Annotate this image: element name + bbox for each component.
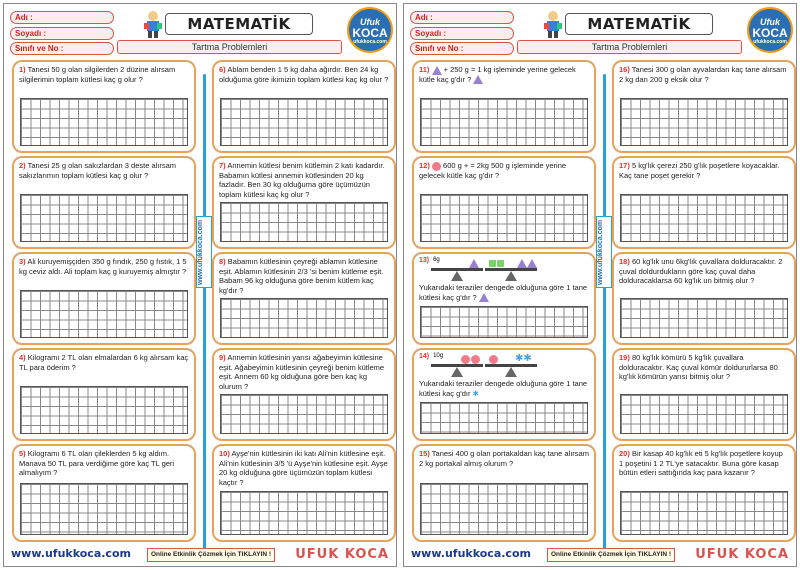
footer	[407, 547, 793, 563]
question-card	[412, 252, 596, 345]
question-number: 6)	[219, 65, 226, 74]
question-text: Ali kuruyemişçiden 350 g fındık, 250 g fıstık, 1 5 kg ceviz aldı. Ali toplam kaç g kuruyemiş almıştır ?	[19, 257, 187, 276]
question-number: 1)	[19, 65, 26, 74]
name-field[interactable]: Adı :	[10, 11, 114, 24]
class-number-field[interactable]: Sınıfı ve No :	[410, 42, 514, 55]
logo-text-2: KOCA	[752, 26, 788, 40]
brand-logo[interactable]	[747, 7, 793, 53]
brand-name[interactable]: UFUK KOCA	[295, 547, 389, 562]
balance-scale-icon	[431, 257, 483, 283]
question-card	[212, 60, 396, 153]
question-text: Tanesi 400 g olan portakaldan kaç tane alırsam 2 kg portakal almış olurum ?	[419, 449, 589, 468]
scale-weight-label: 6g	[433, 257, 440, 263]
question-number: 18)	[619, 257, 630, 266]
question-text: Tanesi 50 g olan silgilerden 2 düzine alırsam silgilerimin toplam kütlesi kaç g olur ?	[19, 65, 176, 84]
column-divider	[203, 74, 206, 552]
worksheet-page-1	[3, 3, 397, 567]
question-card	[12, 252, 196, 345]
online-activity-button[interactable]: Online Etkinlik Çözmek İçin TIKLAYIN !	[547, 548, 675, 562]
answer-grid[interactable]	[20, 290, 188, 338]
question-text: Annemin kütlesi benim kütlemin 2 katı kadardır. Babamın kütlesi annemin kütlesinden 20 kg fazladır. Ben 30 kg olduğuma göre üçümüzün toplam kütlesi kaç kg olur ?	[219, 161, 385, 199]
answer-grid[interactable]	[620, 98, 788, 146]
balance-scale-icon	[431, 353, 483, 379]
side-url-label[interactable]: www.ufukkoca.com	[596, 216, 612, 288]
question-number: 9)	[219, 353, 226, 362]
answer-grid[interactable]	[20, 386, 188, 434]
question-text: Bir kasap 40 kg'lık eti 5 kg'lık poşetlere koyup 1 poşetini 1 2 TL'ye satacaktır. Buna göre kasap bütün etleri sattığında kaç para kazanır ?	[619, 449, 783, 477]
question-text: Kilogramı 6 TL olan çileklerden 5 kg aldım. Manava 50 TL para verdiğime göre kaç TL geri almalıyım ?	[19, 449, 175, 477]
answer-grid[interactable]	[420, 402, 588, 434]
logo-text-1: Ufuk	[360, 17, 380, 27]
header	[7, 7, 393, 57]
surname-field[interactable]: Soyadı :	[410, 27, 514, 40]
question-text: + 250 g = 1 kg işleminde yerine gelecek kütle kaç g'dır ?	[419, 65, 576, 84]
question-card	[412, 60, 596, 153]
question-card	[12, 156, 196, 249]
question-card	[412, 348, 596, 441]
question-card	[12, 60, 196, 153]
name-field[interactable]: Adı :	[410, 11, 514, 24]
page-title: MATEMATİK	[565, 13, 713, 35]
question-number: 8)	[219, 257, 226, 266]
question-text: 600 g + = 2kg 500 g işleminde yerine gelecek kütle kaç g'dır ?	[419, 161, 567, 180]
answer-grid[interactable]	[20, 194, 188, 242]
question-text: Yukarıdaki teraziler dengede olduğuna göre 1 tane kütlesi kaç g'dır	[419, 379, 588, 398]
logo-text-1: Ufuk	[760, 17, 780, 27]
triangle-icon	[473, 75, 483, 84]
answer-grid[interactable]	[620, 491, 788, 535]
question-text: Babamın kütlesinin çeyreği ablamın kütlesine eşit. Ablamın kütlesinin 2/3 'si benim kütleme eşit. Babam 96 kg olduğuna göre benim kütlem kaç kg'dır ?	[219, 257, 384, 295]
question-card	[612, 60, 796, 153]
online-activity-button[interactable]: Online Etkinlik Çözmek İçin TIKLAYIN !	[147, 548, 275, 562]
question-text: Kilogramı 2 TL olan elmalardan 6 kg alırsam kaç TL para öderim ?	[19, 353, 189, 372]
question-card	[12, 348, 196, 441]
question-card	[412, 156, 596, 249]
question-card	[212, 348, 396, 441]
question-number: 17)	[619, 161, 630, 170]
circle-icon	[432, 162, 441, 171]
question-number: 4)	[19, 353, 26, 362]
answer-grid[interactable]	[220, 298, 388, 338]
column-divider	[603, 74, 606, 552]
answer-grid[interactable]	[620, 394, 788, 434]
question-text: Annemin kütlesinin yarısı ağabeyimin kütlesine eşit. Ağabeyimin kütlesinin çeyreği benim kütleme eşit. Annem 60 kg olduğuna göre ben kaç kg olurum ?	[219, 353, 385, 391]
scale-weight-label: 10g	[433, 353, 444, 359]
surname-field[interactable]: Soyadı :	[10, 27, 114, 40]
site-link[interactable]: www.ufukkoca.com	[11, 547, 131, 560]
question-text: Tanesi 300 g olan ayvalardan kaç tane alırsam 2 kg dan 200 g eksik olur ?	[619, 65, 787, 84]
student-mascot-icon	[542, 9, 564, 39]
page-title: MATEMATİK	[165, 13, 313, 35]
question-number: 14)	[419, 353, 430, 360]
question-number: 20)	[619, 449, 630, 458]
question-text: Tanesi 25 g olan sakızlardan 3 deste alırsam sakızlarımın toplam kütlesi kaç g olur ?	[19, 161, 177, 180]
logo-text-3: ufukkoca.com	[353, 39, 387, 45]
question-number: 5)	[19, 449, 26, 458]
question-number: 2)	[19, 161, 26, 170]
answer-grid[interactable]	[620, 194, 788, 242]
question-card	[212, 252, 396, 345]
answer-grid[interactable]	[420, 483, 588, 535]
question-text: 5 kg'lık çerezi 250 g'lık poşetlere koyacaklar. Kaç tane poşet gerekir ?	[619, 161, 780, 180]
page-subtitle: Tartma Problemleri	[117, 40, 342, 54]
answer-grid[interactable]	[20, 98, 188, 146]
question-card	[212, 444, 396, 542]
student-mascot-icon	[142, 9, 164, 39]
triangle-icon	[432, 66, 442, 75]
question-number: 11)	[419, 65, 430, 74]
page-subtitle: Tartma Problemleri	[517, 40, 742, 54]
answer-grid[interactable]	[420, 306, 588, 338]
question-card	[12, 444, 196, 542]
question-number: 7)	[219, 161, 226, 170]
header	[407, 7, 793, 57]
question-card	[412, 444, 596, 542]
snowflake-icon: ✱	[472, 388, 479, 398]
question-number: 16)	[619, 65, 630, 74]
question-card	[612, 156, 796, 249]
answer-grid[interactable]	[220, 491, 388, 535]
brand-name[interactable]: UFUK KOCA	[695, 547, 789, 562]
question-text: Ayşe'nin kütlesinin iki katı Ali'nin kütlesine eşit. Ali'nin kütlesinin 3/5 'ü Ayşe'nin kütlesine eşit. Ayşe 20 kg olduğuna göre üçümüzün toplam kütlesi kaçtır ?	[219, 449, 388, 487]
question-card	[612, 348, 796, 441]
side-url-label[interactable]: www.ufukkoca.com	[196, 216, 212, 288]
logo-text-2: KOCA	[352, 26, 388, 40]
footer	[7, 547, 393, 563]
question-number: 15)	[419, 449, 430, 458]
question-number: 19)	[619, 353, 630, 362]
question-card	[612, 252, 796, 345]
question-number: 13)	[419, 257, 430, 264]
question-text: Ablam benden 1 5 kg daha ağırdır. Ben 24 kg olduğuma göre ikimizin toplam kütlesi kaç kg olur ?	[219, 65, 389, 84]
balance-scale-icon	[485, 257, 537, 283]
question-number: 3)	[19, 257, 26, 266]
answer-grid[interactable]	[220, 98, 388, 146]
brand-logo[interactable]	[347, 7, 393, 53]
logo-text-3: ufukkoca.com	[753, 39, 787, 45]
answer-grid[interactable]	[220, 202, 388, 242]
question-card	[612, 444, 796, 542]
question-text: 80 kg'lık kömürü 5 kg'lık çuvallara dolduracaktır. Kaç çuval kömür doldururlarsa 80 kg'lık kömürün yarısı bitmiş olur ?	[619, 353, 778, 381]
worksheet-page-2	[403, 3, 797, 567]
triangle-icon	[479, 293, 489, 302]
answer-grid[interactable]	[20, 483, 188, 535]
answer-grid[interactable]	[220, 394, 388, 434]
question-text: 60 kg'lık unu 6kg'lık çuvallara dolduracaktır. 2 çuval doldurdukların göre kaç çuval daha dolduracaklarsa 60 kg'lık un bitmiş olur ?	[619, 257, 783, 285]
site-link[interactable]: www.ufukkoca.com	[411, 547, 531, 560]
balance-scale-icon: ✱✱	[485, 353, 537, 379]
question-text: Yukarıdaki teraziler dengede olduğuna göre 1 tane kütlesi kaç g'dır ?	[419, 283, 588, 302]
class-number-field[interactable]: Sınıfı ve No :	[10, 42, 114, 55]
answer-grid[interactable]	[420, 98, 588, 146]
question-number: 10)	[219, 449, 230, 458]
question-card	[212, 156, 396, 249]
answer-grid[interactable]	[420, 194, 588, 242]
answer-grid[interactable]	[620, 298, 788, 338]
question-number: 12)	[419, 161, 430, 170]
